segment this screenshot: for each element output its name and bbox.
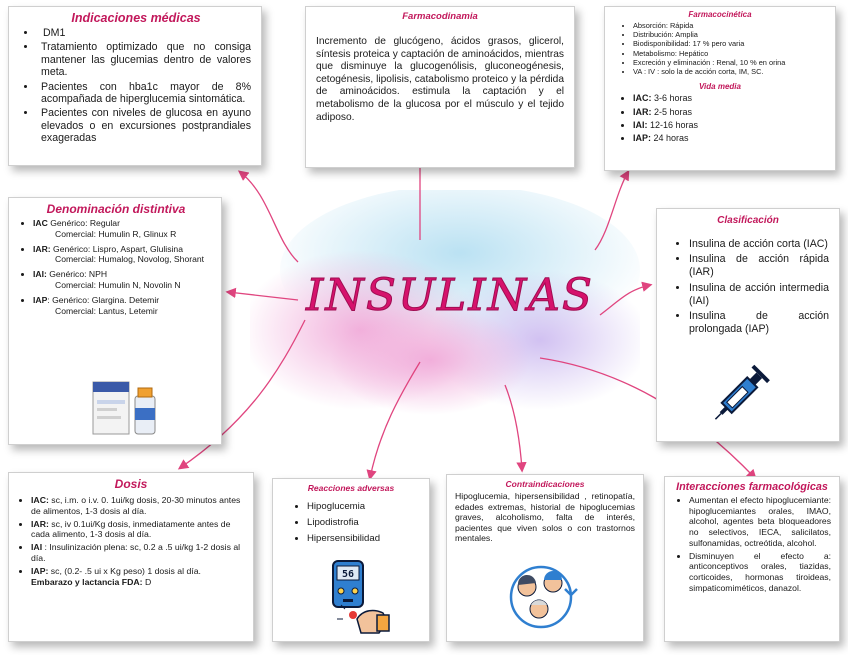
indicaciones-item: • DM1 [37, 27, 251, 39]
syringe-icon [705, 355, 781, 431]
reacciones-title: Reacciones adversas [307, 483, 395, 493]
insulin-vial-icon [91, 370, 161, 440]
clasificacion-box [656, 208, 840, 442]
interacciones-item: • Disminuyen el efecto a: anticonceptivos orales, tiazidas, corticoides, hormonas tiroideas, simpaticomiméticos, danazol. [689, 551, 831, 594]
indicaciones-item: • Tratamiento optimizado que no consiga mantener las glucemias dentro de valores meta. [37, 41, 251, 78]
glucometer-reading: 56 [341, 569, 355, 580]
farmacodinamia-title: Farmacodinamia [402, 11, 478, 22]
dosis-box [8, 472, 254, 642]
denominacion-item: • IAR: Genérico: Lispro, Aspart, Glulisina Comercial: Humalog, Novolog, Shorant [33, 244, 213, 266]
dosis-item: • IAR: sc, iv 0.1ui/Kg dosis, inmediatamente antes de cada alimento, 1-3 dosis al día. [31, 519, 245, 541]
farmacocinetica-box [604, 6, 836, 171]
glucometer-icon [327, 559, 391, 635]
clasificacion-item: • Insulina de acción intermedia (IAI) [689, 282, 829, 308]
patients-icon [505, 561, 583, 631]
reacciones-item: • Lipodistrofia [307, 515, 421, 531]
interacciones-item: • Aumentan el efecto hipoglucemiante: hipoglucemiantes orales, IMAO, alcohol, agentes beta bloqueadores no selectivos, IECA, salicilatos, sulfonamidas, octreótida, alcohol. [689, 495, 831, 549]
farmacocinetica-item: • Absorción: Rápida [633, 21, 825, 30]
reacciones-item: • Hipersensibilidad [307, 531, 421, 547]
farmacocinetica-item: • Biodisponibilidad: 17 % pero varia [633, 39, 825, 48]
contraindicaciones-text: Hipoglucemia, hipersensibilidad , retinopatía, edades extremas, historial de hipoglucemias graves, alcoholismo, falta de interés, pacientes que viven solos o con trastornos mentales. [455, 491, 635, 544]
clasificacion-title: Clasificación [717, 215, 779, 226]
contraindicaciones-title: Contraindicaciones [505, 479, 585, 489]
denominacion-item: • IAI: Genérico: NPH Comercial: Humulin N, Novolin N [33, 269, 213, 291]
farmacodinamia-text: Incremento de glucógeno, ácidos grasos, glicerol, síntesis proteica y captación de aminoácidos, mientras que disminuye la glucogenólisis, gluconeogénesis, cetogénesis, lipolisis, catabolismo proteico y la pérdida de aminoácidos. estimula la captación y el metabolismo de la glucosa por el músculo y el tejido adiposo. [316, 36, 564, 123]
dosis-item: • IAP: sc, (0.2- .5 ui x Kg peso) 1 dosis al día. Embarazo y lactancia FDA: D [31, 566, 245, 588]
farmacodinamia-box [305, 6, 575, 168]
reacciones-box [272, 478, 430, 642]
vida-media-item: • IAI: 12-16 horas [633, 120, 825, 131]
interacciones-title: Interacciones farmacológicas [676, 481, 828, 493]
indicaciones-item: • Pacientes con hba1c mayor de 8% acompañada de hiperglucemia sintomática. [37, 81, 251, 106]
vida-media-title: Vida media [699, 82, 741, 92]
farmacocinetica-item: • Metabolismo: Hepático [633, 49, 825, 58]
reacciones-item: • Hipoglucemia [307, 499, 421, 515]
vida-media-item: • IAC: 3-6 horas [633, 93, 825, 104]
indicaciones-item: • Pacientes con niveles de glucosa en ayuno elevados o en excursiones postprandiales exageradas [37, 107, 251, 144]
indicaciones-box [8, 6, 262, 166]
center-title: INSULINAS [305, 270, 595, 321]
farmacocinetica-item: • Distribución: Amplia [633, 30, 825, 39]
vida-media-item: • IAR: 2-5 horas [633, 107, 825, 118]
clasificacion-item: • Insulina de acción prolongada (IAP) [689, 310, 829, 336]
clasificacion-item: • Insulina de acción corta (IAC) [689, 238, 829, 251]
denominacion-item: • IAC Genérico: Regular Comercial: Humulin R, Glinux R [33, 218, 213, 240]
clasificacion-item: • Insulina de acción rápida (IAR) [689, 253, 829, 279]
denominacion-item: • IAP: Genérico: Glargina. Detemir Comercial: Lantus, Letemir [33, 295, 213, 317]
indicaciones-title: Indicaciones médicas [71, 11, 201, 25]
denominacion-box [8, 197, 222, 445]
dosis-title: Dosis [114, 477, 148, 491]
vida-media-item: • IAP: 24 horas [633, 133, 825, 144]
denominacion-title: Denominación distintiva [46, 202, 186, 216]
interacciones-box [664, 476, 840, 642]
farmacocinetica-item: • VA : IV : solo la de acción corta, IM, SC. [633, 67, 825, 76]
contraindicaciones-box [446, 474, 644, 642]
farmacocinetica-item: • Excreción y eliminación : Renal, 10 % en orina [633, 58, 825, 67]
dosis-item: • IAI : Insulinización plena: sc, 0.2 a .5 ui/kg 1-2 dosis al día. [31, 542, 245, 564]
dosis-item: • IAC: sc, i.m. o i.v. 0. 1ui/kg dosis, 20-30 minutos antes de alimentos, 1-3 dosis al día. [31, 495, 245, 517]
farmacocinetica-title: Farmacocinética [688, 10, 752, 19]
